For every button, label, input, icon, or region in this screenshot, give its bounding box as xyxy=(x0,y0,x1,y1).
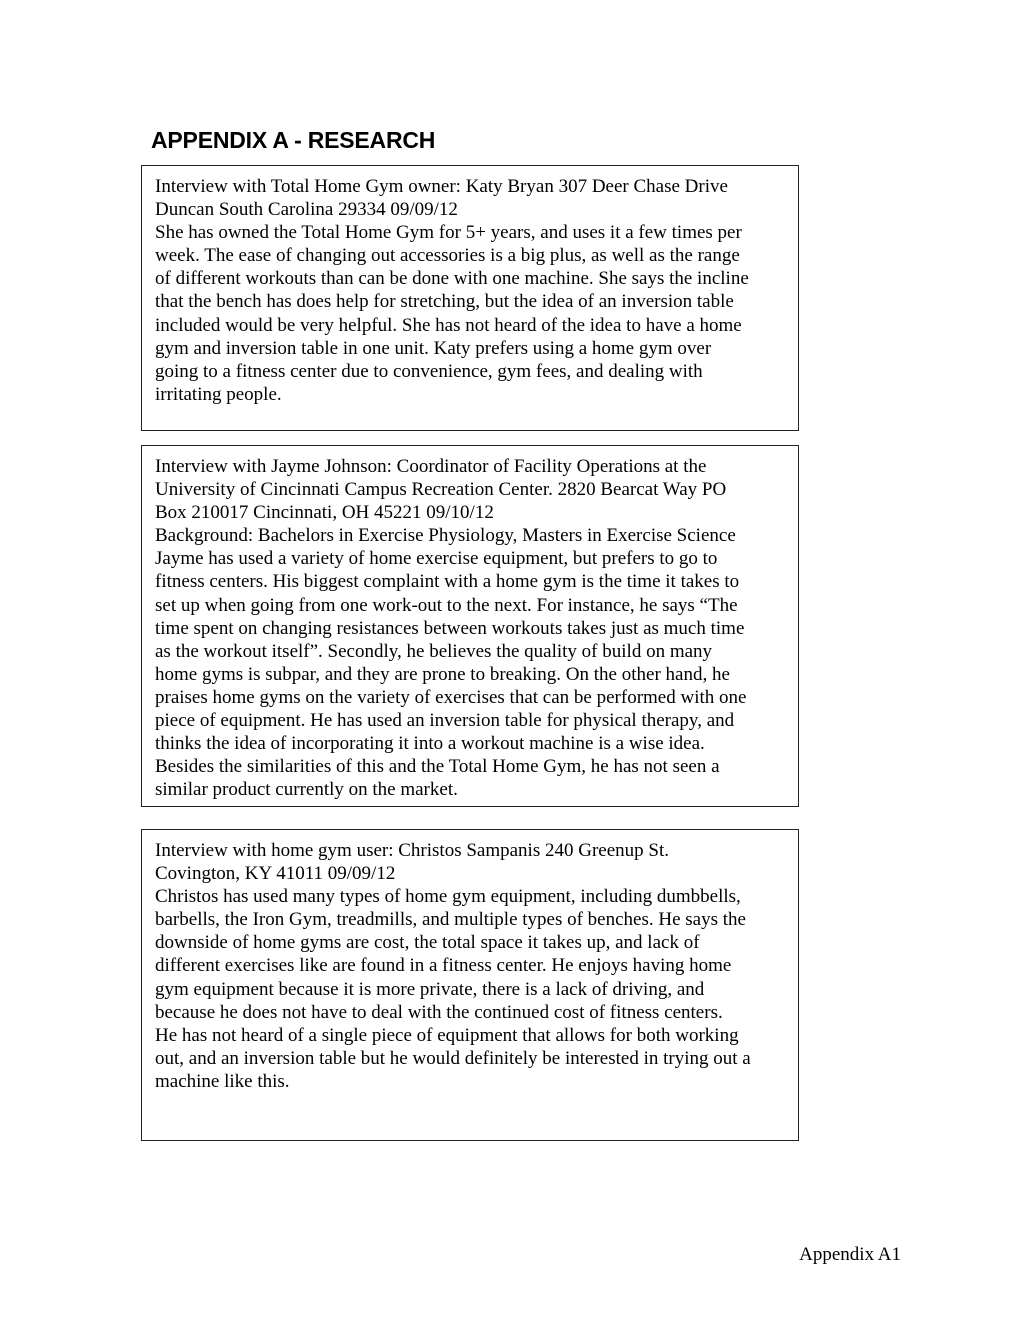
interview-header: Interview with Jayme Johnson: Coordinator of Facility Operations at the University of Cincinnati Campus Recreation Center. 2820 Bearcat Way PO Box 210017 Cincinnati, OH 45221 09/10/12 xyxy=(155,456,727,524)
interview-box-jayme-johnson xyxy=(141,445,799,807)
interview-header: Interview with home gym user: Christos Sampanis 240 Greenup St. Covington, KY 41011 09/09/12 xyxy=(155,840,669,885)
interview-body: Jayme has used a variety of home exercise equipment, but prefers to go to fitness centers. His biggest complaint with a home gym is the time it takes to set up when going from one work-out to the next. For instance, he says “The time spent on changing resistances between workouts takes just as much time as the workout itself”. Secondly, he believes the quality of build on many home gyms is subpar, and they are prone to breaking. On the other hand, he praises home gyms on the variety of exercises that can be performed with one piece of equipment. He has used an inversion table for physical therapy, and thinks the idea of incorporating it into a workout machine is a wise idea. Besides the similarities of this and the Total Home Gym, he has not seen a similar product currently on the market. xyxy=(155,548,747,801)
interview-body: She has owned the Total Home Gym for 5+ years, and uses it a few times per week. The ease of changing out accessories is a big plus, as well as the range of different workouts than can be done with one machine. She says the incline that the bench has does help for stretching, but the idea of an inversion table included would be very helpful. She has not heard of the idea to have a home gym and inversion table in one unit. Katy prefers using a home gym over going to a fitness center due to convenience, gym fees, and dealing with irritating people. xyxy=(155,222,749,405)
interview-box-christos-sampanis xyxy=(141,829,799,1141)
interview-background: Background: Bachelors in Exercise Physiology, Masters in Exercise Science xyxy=(155,525,736,547)
interview-body: Christos has used many types of home gym equipment, including dumbbells, barbells, the Iron Gym, treadmills, and multiple types of benches. He says the downside of home gyms are cost, the total space it takes up, and lack of different exercises like are found in a fitness center. He enjoys having home gym equipment because it is more private, there is a lack of driving, and because he does not have to deal with the continued cost of fitness centers. He has not heard of a single piece of equipment that allows for both working out, and an inversion table but he would definitely be interested in trying out a machine like this. xyxy=(155,886,751,1092)
interview-box-katy-bryan xyxy=(141,165,799,431)
interview-header: Interview with Total Home Gym owner: Katy Bryan 307 Deer Chase Drive Duncan South Carolina 29334 09/09/12 xyxy=(155,176,728,221)
page-title: APPENDIX A - RESEARCH xyxy=(151,127,436,153)
page-footer: Appendix A1 xyxy=(799,1244,901,1265)
